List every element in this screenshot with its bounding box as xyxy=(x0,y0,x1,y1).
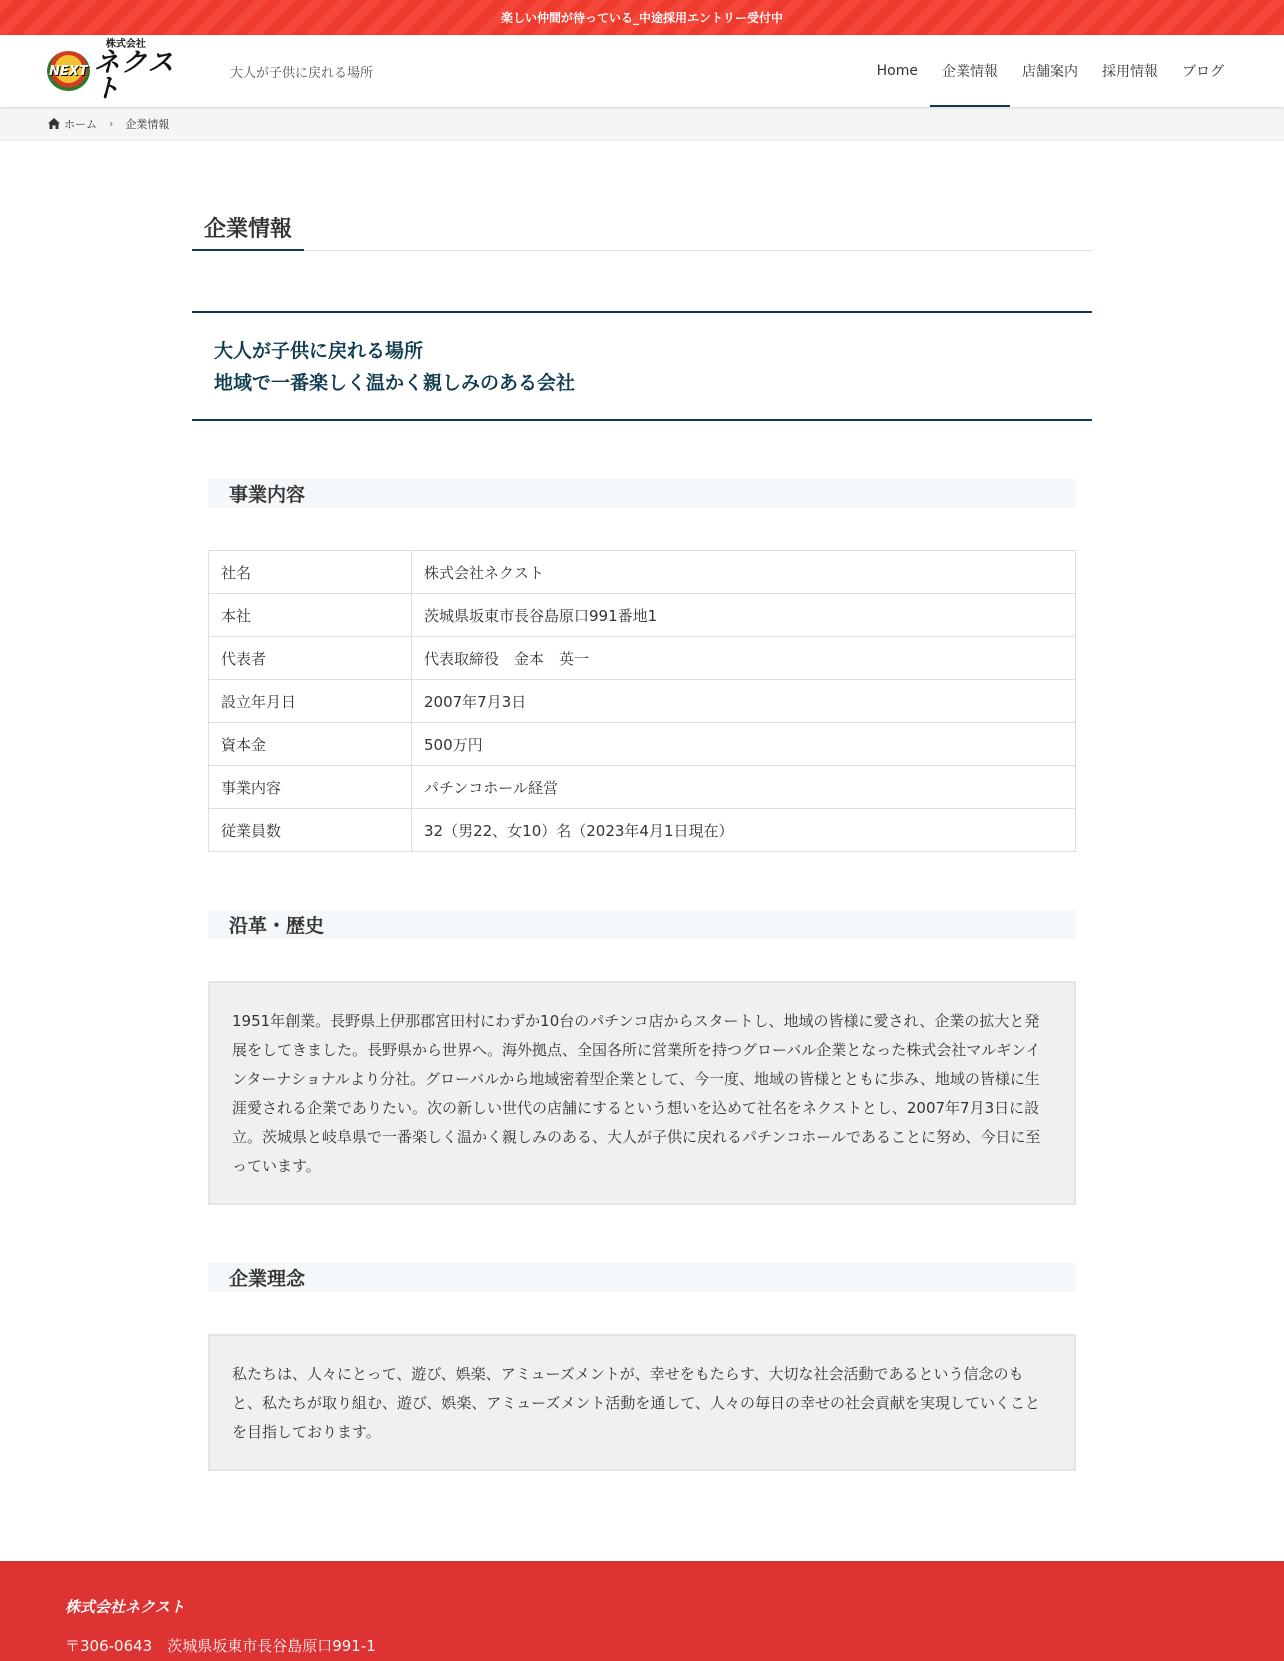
row-value: 2007年7月3日 xyxy=(412,680,1076,723)
row-value: 代表取締役 金本 英一 xyxy=(412,637,1076,680)
main-content xyxy=(192,141,1092,1471)
site-footer xyxy=(0,1561,1284,1661)
row-key: 資本金 xyxy=(209,723,412,766)
page-title: 企業情報 xyxy=(192,212,304,251)
breadcrumb-current: 企業情報 xyxy=(125,117,170,131)
site-logo[interactable] xyxy=(47,39,199,104)
row-key: 本社 xyxy=(209,594,412,637)
nav-item-recruit[interactable]: 採用情報 xyxy=(1102,64,1158,80)
footer-company-name: 株式会社ネクスト xyxy=(65,1598,185,1616)
nav-item-stores[interactable]: 店舗案内 xyxy=(1022,64,1078,80)
page-title-wrap xyxy=(192,213,1092,251)
row-value: 500万円 xyxy=(412,723,1076,766)
history-heading: 沿革・歴史 xyxy=(208,910,1076,939)
logo-main-text: ネクスト xyxy=(93,48,175,104)
table-row xyxy=(209,766,1076,809)
nav-item-company[interactable]: 企業情報 xyxy=(930,35,1010,107)
logo-badge-icon: NEXT xyxy=(47,51,90,91)
breadcrumb xyxy=(0,107,1284,141)
business-section xyxy=(192,479,1092,1471)
nav-item-home[interactable]: Home xyxy=(876,63,918,79)
philosophy-text: 私たちは、人々にとって、遊び、娯楽、アミューズメントが、幸せをもたらす、大切な社会活動であるという信念のもと、私たちが取り組む、遊び、娯楽、アミューズメント活動を通して、人々の毎日の幸せの社会貢献を実現していくことを目指しております。 xyxy=(208,1334,1076,1471)
chevron-right-icon: › xyxy=(109,117,114,130)
row-value: 株式会社ネクスト xyxy=(412,551,1076,594)
philosophy-heading: 企業理念 xyxy=(208,1263,1076,1292)
main-nav xyxy=(865,35,1236,107)
logo-small-text: 株式会社 xyxy=(105,39,146,50)
top-banner[interactable] xyxy=(0,0,1284,35)
history-text: 1951年創業。長野県上伊那郡宮田村にわずか10台のパチンコ店からスタートし、地域の皆様に愛され、企業の拡大と発展をしてきました。長野県から世界へ。海外拠点、全国各所に営業所を持つグローバル企業となった株式会社マルギンインターナショナルより分社。グローバルから地域密着型企業として、今一度、地域の皆様とともに歩み、地域の皆様に生涯愛される企業でありたい。次の新しい世代の店舗にするという想いを込めて社名をネクストとし、2007年7月3日に設立。茨城県と岐阜県で一番楽しく温かく親しみのある、大人が子供に戻れるパチンコホールであることに努め、今日に至っています。 xyxy=(208,981,1076,1205)
row-value: パチンコホール経営 xyxy=(412,766,1076,809)
row-key: 社名 xyxy=(209,551,412,594)
row-value: 茨城県坂東市長谷島原口991番地1 xyxy=(412,594,1076,637)
nav-item-blog[interactable]: ブログ xyxy=(1182,64,1224,80)
table-row xyxy=(209,551,1076,594)
row-key: 従業員数 xyxy=(209,809,412,852)
lead-box xyxy=(192,311,1092,421)
business-heading: 事業内容 xyxy=(208,479,1076,508)
home-icon xyxy=(48,118,60,129)
table-row xyxy=(209,723,1076,766)
footer-address: 〒306-0643 茨城県坂東市長谷島原口991-1 xyxy=(65,1637,376,1655)
table-row xyxy=(209,637,1076,680)
site-header xyxy=(0,35,1284,107)
table-row xyxy=(209,594,1076,637)
row-key: 事業内容 xyxy=(209,766,412,809)
company-info-table xyxy=(208,550,1076,852)
site-tagline: 大人が子供に戻れる場所 xyxy=(230,66,374,81)
banner-text: 楽しい仲間が待っている_中途採用エントリー受付中 xyxy=(500,11,783,25)
row-value: 32（男22、女10）名（2023年4月1日現在） xyxy=(412,809,1076,852)
table-row xyxy=(209,809,1076,852)
table-row xyxy=(209,680,1076,723)
row-key: 設立年月日 xyxy=(209,680,412,723)
lead-line-1: 大人が子供に戻れる場所 xyxy=(214,340,424,362)
breadcrumb-home-label: ホーム xyxy=(64,117,97,131)
lead-line-2: 地域で一番楽しく温かく親しみのある会社 xyxy=(214,372,576,394)
breadcrumb-home[interactable] xyxy=(48,116,97,132)
row-key: 代表者 xyxy=(209,637,412,680)
